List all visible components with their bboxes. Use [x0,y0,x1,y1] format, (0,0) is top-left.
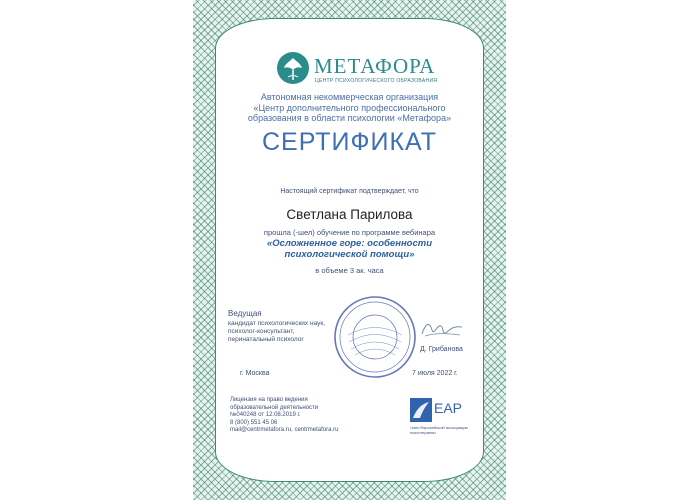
license-line: образовательной деятельности [230,404,319,411]
course-title [193,239,506,260]
city: г. Москва [240,370,270,377]
round-stamp [333,295,417,379]
license-line: Лицензия на право ведения [230,397,308,403]
leader-description [228,320,325,343]
logo-subtitle: ЦЕНТР ПСИХОЛОГИЧЕСКОГО ОБРАЗОВАНИЯ [315,78,438,84]
course-volume: в объеме 3 ак. часа [315,266,384,275]
course-line: психологической помощи» [284,248,415,260]
leader-line: перинатальный психолог [228,335,304,343]
confirm-text: Настоящий сертификат подтверждает, что [280,188,419,195]
metafora-logo-icon [275,50,311,86]
license-line: 8 (800) 551 45 06 [230,419,278,426]
leader-line: кандидат психологических наук, [228,320,326,327]
organization-line: Автономная некоммерческая организация [260,92,439,102]
signer-name: Д. Грибанова [420,346,463,353]
leader-line: психолог-консультант, [228,327,295,335]
eap-label: EAP [434,400,463,416]
signature-image [420,318,465,340]
passed-text: прошла (-шел) обучение по программе вебинара [263,228,436,237]
organization-line: образования в области психологии «Метафора» [247,113,452,123]
license-line: №040248 от 12.08.2019 г. [230,412,301,419]
logo-title: МЕТАФОРА [314,54,436,78]
leader-title: Ведущая [228,309,262,318]
certificate-title: СЕРТИФИКАТ [261,128,438,156]
organization-line: «Центр дополнительного профессионального [253,102,446,113]
course-line: «Осложненное горе: особенности [266,238,433,249]
recipient-name: Светлана Парилова [286,207,413,222]
eap-logo [410,398,470,426]
license-line: mail@centrmetafora.ru, centrmetafora.ru [230,427,339,434]
license-info [230,397,338,435]
issue-date: 7 июля 2022 г. [412,370,458,377]
organization-name [193,92,506,124]
eap-membership-note: Член Европейской ассоциации психотерапии [410,425,468,435]
